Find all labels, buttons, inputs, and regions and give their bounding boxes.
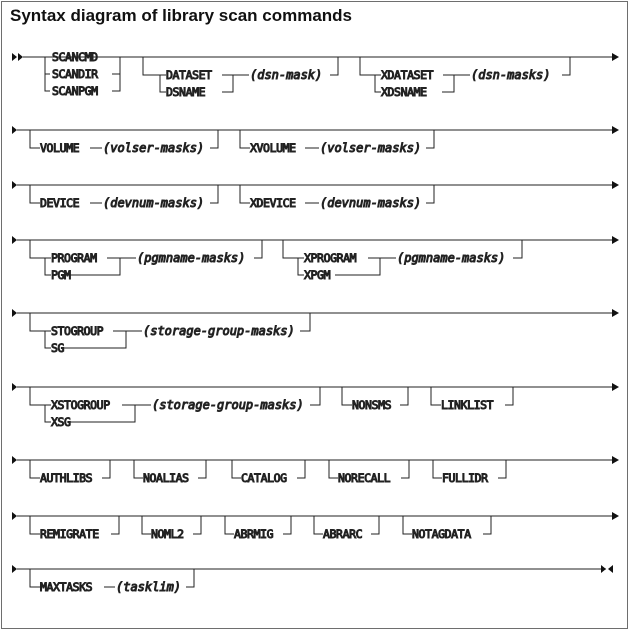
- var-pgmname-masks: (pgmname-masks): [137, 251, 246, 265]
- keyword-scandir: SCANDIR: [52, 67, 98, 81]
- row-4: [12, 236, 619, 282]
- diagram-title: Syntax diagram of library scan commands: [10, 6, 353, 25]
- var-xpgmname-masks: (pgmname-masks): [397, 251, 506, 265]
- keyword-norecall: NORECALL: [338, 471, 391, 485]
- keyword-stogroup: STOGROUP: [51, 324, 104, 338]
- keyword-xdataset: XDATASET: [381, 68, 434, 82]
- keyword-fullidr: FULLIDR: [442, 471, 488, 485]
- keyword-maxtasks: MAXTASKS: [40, 580, 93, 594]
- keyword-sg: SG: [51, 341, 65, 355]
- var-dsn-masks: (dsn-masks): [471, 68, 551, 82]
- keyword-xprogram: XPROGRAM: [304, 251, 357, 265]
- keyword-xdsname: XDSNAME: [381, 85, 427, 99]
- var-dsn-mask: (dsn-mask): [250, 68, 323, 82]
- var-storage-group-masks: (storage-group-masks): [143, 324, 295, 338]
- keyword-nonsms: NONSMS: [352, 398, 392, 412]
- var-volser-masks: (volser-masks): [103, 141, 205, 155]
- row-3: [12, 181, 619, 210]
- keyword-device: DEVICE: [40, 196, 80, 210]
- row-7: [12, 456, 619, 485]
- keyword-noalias: NOALIAS: [143, 471, 189, 485]
- keyword-xsg: XSG: [51, 415, 71, 429]
- keyword-authlibs: AUTHLIBS: [40, 471, 93, 485]
- row-6: [12, 383, 619, 429]
- keyword-xvolume: XVOLUME: [250, 141, 296, 155]
- row-5: [12, 309, 619, 355]
- keyword-xdevice: XDEVICE: [250, 196, 296, 210]
- var-xdevnum-masks: (devnum-masks): [320, 196, 422, 210]
- row-9: [12, 565, 613, 594]
- keyword-notagdata: NOTAGDATA: [412, 527, 471, 541]
- row-8: [12, 512, 619, 541]
- keyword-linklist: LINKLIST: [441, 398, 494, 412]
- keyword-noml2: NOML2: [151, 527, 184, 541]
- keyword-abrarc: ABRARC: [323, 527, 363, 541]
- keyword-xstogroup: XSTOGROUP: [51, 398, 110, 412]
- keyword-volume: VOLUME: [40, 141, 80, 155]
- keyword-abrmig: ABRMIG: [234, 527, 274, 541]
- keyword-catalog: CATALOG: [241, 471, 287, 485]
- keyword-scanpgm: SCANPGM: [52, 84, 98, 98]
- var-devnum-masks: (devnum-masks): [103, 196, 205, 210]
- keyword-program: PROGRAM: [51, 251, 97, 265]
- var-xstorage-group-masks: (storage-group-masks): [152, 398, 304, 412]
- keyword-dataset: DATASET: [166, 68, 212, 82]
- var-xvolser-masks: (volser-masks): [320, 141, 422, 155]
- keyword-scancmd: SCANCMD: [52, 50, 98, 64]
- keyword-remigrate: REMIGRATE: [40, 527, 99, 541]
- var-tasklim: (tasklim): [116, 580, 182, 594]
- keyword-dsname: DSNAME: [166, 85, 206, 99]
- connector-lines: [90, 148, 319, 203]
- row-2: [12, 126, 619, 155]
- keyword-pgm: PGM: [51, 268, 71, 282]
- keyword-xpgm: XPGM: [304, 268, 331, 282]
- row-1: [12, 50, 619, 99]
